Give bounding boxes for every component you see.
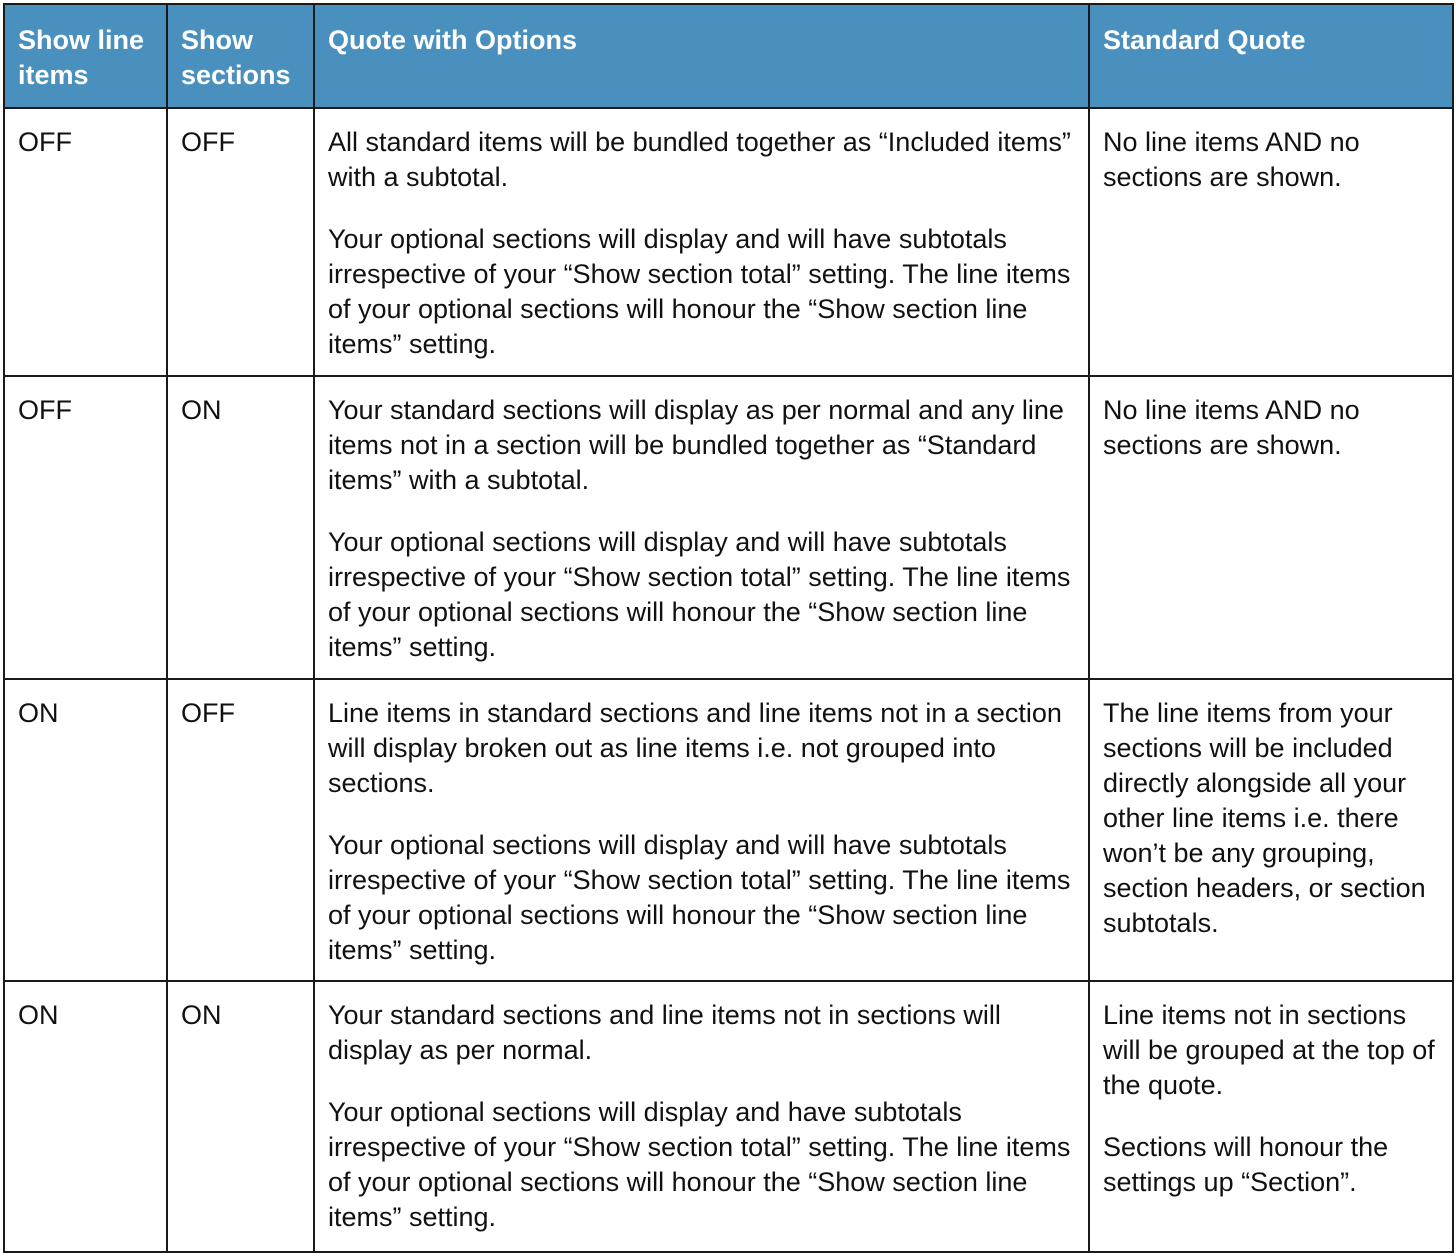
settings-comparison-table xyxy=(3,3,1454,1253)
table-row xyxy=(4,981,1453,1252)
table-row xyxy=(4,108,1453,376)
header-standard-quote: Standard Quote xyxy=(1089,4,1453,108)
cell-standard-quote xyxy=(1089,108,1453,376)
cell-show-sections: OFF xyxy=(167,679,314,981)
paragraph: Your optional sections will display and have subtotals irrespective of your “Show section total” setting. The line items of your optional sections will honour the “Show section line items” setting. xyxy=(328,1097,1071,1232)
paragraph: Your optional sections will display and will have subtotals irrespective of your “Show section total” setting. The line items of your optional sections will honour the “Show section line items” setting. xyxy=(328,830,1071,965)
paragraph: Your optional sections will display and will have subtotals irrespective of your “Show section total” setting. The line items of your optional sections will honour the “Show section line items” setting. xyxy=(328,527,1071,662)
paragraph: All standard items will be bundled together as “Included items” with a subtotal. xyxy=(328,127,1071,192)
cell-quote-with-options xyxy=(314,108,1089,376)
cell-standard-quote xyxy=(1089,376,1453,679)
cell-show-sections: OFF xyxy=(167,108,314,376)
paragraph: Line items not in sections will be grouped at the top of the quote. xyxy=(1103,1000,1435,1100)
cell-show-line-items: ON xyxy=(4,679,167,981)
paragraph: The line items from your sections will be included directly alongside all your other line items i.e. there won’t be any grouping, section headers, or section subtotals. xyxy=(1103,698,1426,938)
table-row xyxy=(4,679,1453,981)
cell-show-sections: ON xyxy=(167,376,314,679)
paragraph: No line items AND no sections are shown. xyxy=(1103,127,1360,192)
cell-show-line-items: ON xyxy=(4,981,167,1252)
paragraph: Line items in standard sections and line items not in a section will display broken out as line items i.e. not grouped into sections. xyxy=(328,698,1062,798)
paragraph: Your standard sections will display as per normal and any line items not in a section will be bundled together as “Standard items” with a subtotal. xyxy=(328,395,1064,495)
cell-standard-quote xyxy=(1089,679,1453,981)
header-quote-with-options: Quote with Options xyxy=(314,4,1089,108)
paragraph: Your standard sections and line items not in sections will display as per normal. xyxy=(328,1000,1001,1065)
cell-quote-with-options xyxy=(314,376,1089,679)
cell-show-line-items: OFF xyxy=(4,376,167,679)
cell-standard-quote xyxy=(1089,981,1453,1252)
cell-show-line-items: OFF xyxy=(4,108,167,376)
paragraph: Sections will honour the settings up “Section”. xyxy=(1103,1132,1389,1197)
header-show-sections: Show sections xyxy=(167,4,314,108)
header-show-line-items: Show line items xyxy=(4,4,167,108)
header-row xyxy=(4,4,1453,108)
table-row xyxy=(4,376,1453,679)
cell-quote-with-options xyxy=(314,679,1089,981)
paragraph: No line items AND no sections are shown. xyxy=(1103,395,1360,460)
cell-quote-with-options xyxy=(314,981,1089,1252)
cell-show-sections: ON xyxy=(167,981,314,1252)
paragraph: Your optional sections will display and will have subtotals irrespective of your “Show section total” setting. The line items of your optional sections will honour the “Show section line items” setting. xyxy=(328,224,1071,359)
